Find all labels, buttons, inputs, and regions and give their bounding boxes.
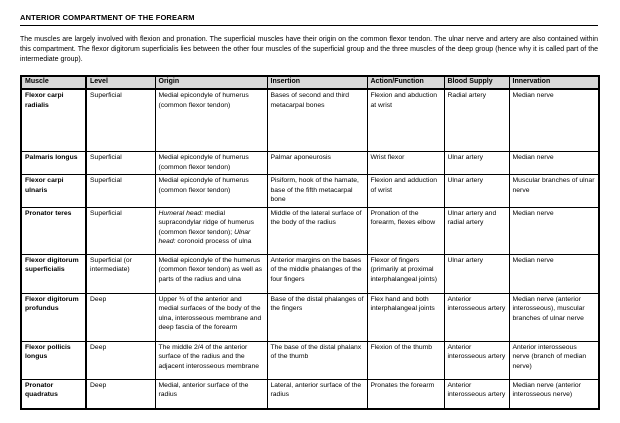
cell-innervation: Median nerve bbox=[509, 152, 599, 175]
cell-blood: Ulnar artery bbox=[444, 175, 509, 208]
column-header-origin: Origin bbox=[155, 76, 267, 89]
cell-action: Flexor of fingers (primarily at proximal interphalangeal joints) bbox=[367, 254, 444, 293]
cell-muscle: Flexor carpi ulnaris bbox=[21, 175, 86, 208]
table-header bbox=[21, 76, 599, 89]
column-header-innervation: Innervation bbox=[509, 76, 599, 89]
cell-insertion: Bases of second and third metacarpal bones bbox=[267, 89, 367, 152]
cell-innervation: Median nerve bbox=[509, 207, 599, 254]
cell-action: Flex hand and both interphalangeal joints bbox=[367, 293, 444, 341]
cell-muscle: Pronator teres bbox=[21, 207, 86, 254]
cell-blood: Anterior interosseous artery bbox=[444, 293, 509, 341]
cell-innervation: Median nerve bbox=[509, 89, 599, 152]
cell-level: Superficial bbox=[86, 207, 155, 254]
cell-origin: Medial epicondyle of the humerus (common flexor tendon) as well as parts of the radius and ulna bbox=[155, 254, 267, 293]
cell-action: Pronation of the forearm, flexes elbow bbox=[367, 207, 444, 254]
cell-level: Deep bbox=[86, 341, 155, 379]
cell-innervation: Muscular branches of ulnar nerve bbox=[509, 175, 599, 208]
cell-origin: The middle 2/4 of the anterior surface of the radius and the adjacent interosseous membrane bbox=[155, 341, 267, 379]
cell-origin: Medial epicondyle of humerus (common flexor tendon) bbox=[155, 89, 267, 152]
cell-muscle: Flexor digitorum superficialis bbox=[21, 254, 86, 293]
cell-innervation: Median nerve (anterior interosseous), muscular branches of ulnar nerve bbox=[509, 293, 599, 341]
header-row bbox=[21, 76, 599, 89]
table-row bbox=[21, 207, 599, 254]
muscles-table bbox=[20, 75, 600, 410]
table-row bbox=[21, 293, 599, 341]
cell-muscle: Pronator quadratus bbox=[21, 379, 86, 409]
cell-insertion: Lateral, anterior surface of the radius bbox=[267, 379, 367, 409]
column-header-action-function: Action/Function bbox=[367, 76, 444, 89]
cell-origin: Medial epicondyle of humerus (common flexor tendon) bbox=[155, 175, 267, 208]
cell-origin: Upper ¾ of the anterior and medial surfaces of the body of the ulna, interosseous membrane and deep fascia of the forearm bbox=[155, 293, 267, 341]
cell-level: Superficial bbox=[86, 89, 155, 152]
cell-innervation: Anterior interosseous nerve (branch of median nerve) bbox=[509, 341, 599, 379]
cell-level: Superficial bbox=[86, 175, 155, 208]
table-row bbox=[21, 254, 599, 293]
cell-origin: Humeral head: medial supracondylar ridge of humerus (common flexor tendon); Ulnar head: coronoid process of ulna bbox=[155, 207, 267, 254]
cell-insertion: Anterior margins on the bases of the middle phalanges of the four fingers bbox=[267, 254, 367, 293]
cell-blood: Ulnar artery bbox=[444, 152, 509, 175]
cell-innervation: Median nerve bbox=[509, 254, 599, 293]
column-header-insertion: Insertion bbox=[267, 76, 367, 89]
column-header-muscle: Muscle bbox=[21, 76, 86, 89]
cell-action: Wrist flexor bbox=[367, 152, 444, 175]
cell-origin: Medial epicondyle of humerus (common flexor tendon) bbox=[155, 152, 267, 175]
cell-blood: Ulnar artery and radial artery bbox=[444, 207, 509, 254]
cell-origin: Medial, anterior surface of the radius bbox=[155, 379, 267, 409]
cell-blood: Radial artery bbox=[444, 89, 509, 152]
page-title: ANTERIOR COMPARTMENT OF THE FOREARM bbox=[20, 13, 598, 26]
cell-level: Deep bbox=[86, 293, 155, 341]
cell-muscle: Flexor pollicis longus bbox=[21, 341, 86, 379]
table-row bbox=[21, 152, 599, 175]
table-row bbox=[21, 341, 599, 379]
column-header-blood-supply: Blood Supply bbox=[444, 76, 509, 89]
cell-muscle: Palmaris longus bbox=[21, 152, 86, 175]
cell-insertion: Middle of the lateral surface of the body of the radius bbox=[267, 207, 367, 254]
table-row bbox=[21, 89, 599, 152]
cell-action: Flexion and adduction of wrist bbox=[367, 175, 444, 208]
table-body bbox=[21, 89, 599, 409]
cell-blood: Anterior interosseous artery bbox=[444, 341, 509, 379]
cell-insertion: The base of the distal phalanx of the thumb bbox=[267, 341, 367, 379]
cell-action: Flexion of the thumb bbox=[367, 341, 444, 379]
intro-paragraph: The muscles are largely involved with flexion and pronation. The superficial muscles have their origin on the common flexor tendon. The ulnar nerve and artery are also contained within this compartment. The flexor digitorum superficialis lies between the other four muscles of the superficial group and the three muscles of the deep group (hence why it is called part of the intermediate group). bbox=[20, 36, 598, 63]
cell-blood: Ulnar artery bbox=[444, 254, 509, 293]
cell-action: Pronates the forearm bbox=[367, 379, 444, 409]
table-row bbox=[21, 175, 599, 208]
cell-level: Superficial bbox=[86, 152, 155, 175]
cell-insertion: Pisiform, hook of the hamate, base of the fifth metacarpal bone bbox=[267, 175, 367, 208]
table-row bbox=[21, 379, 599, 409]
cell-action: Flexion and abduction at wrist bbox=[367, 89, 444, 152]
cell-muscle: Flexor carpi radialis bbox=[21, 89, 86, 152]
cell-insertion: Base of the distal phalanges of the fingers bbox=[267, 293, 367, 341]
column-header-level: Level bbox=[86, 76, 155, 89]
cell-insertion: Palmar aponeurosis bbox=[267, 152, 367, 175]
cell-blood: Anterior interosseous artery bbox=[444, 379, 509, 409]
cell-muscle: Flexor digitorum profundus bbox=[21, 293, 86, 341]
cell-level: Deep bbox=[86, 379, 155, 409]
cell-innervation: Median nerve (anterior interosseous nerve) bbox=[509, 379, 599, 409]
cell-level: Superficial (or intermediate) bbox=[86, 254, 155, 293]
